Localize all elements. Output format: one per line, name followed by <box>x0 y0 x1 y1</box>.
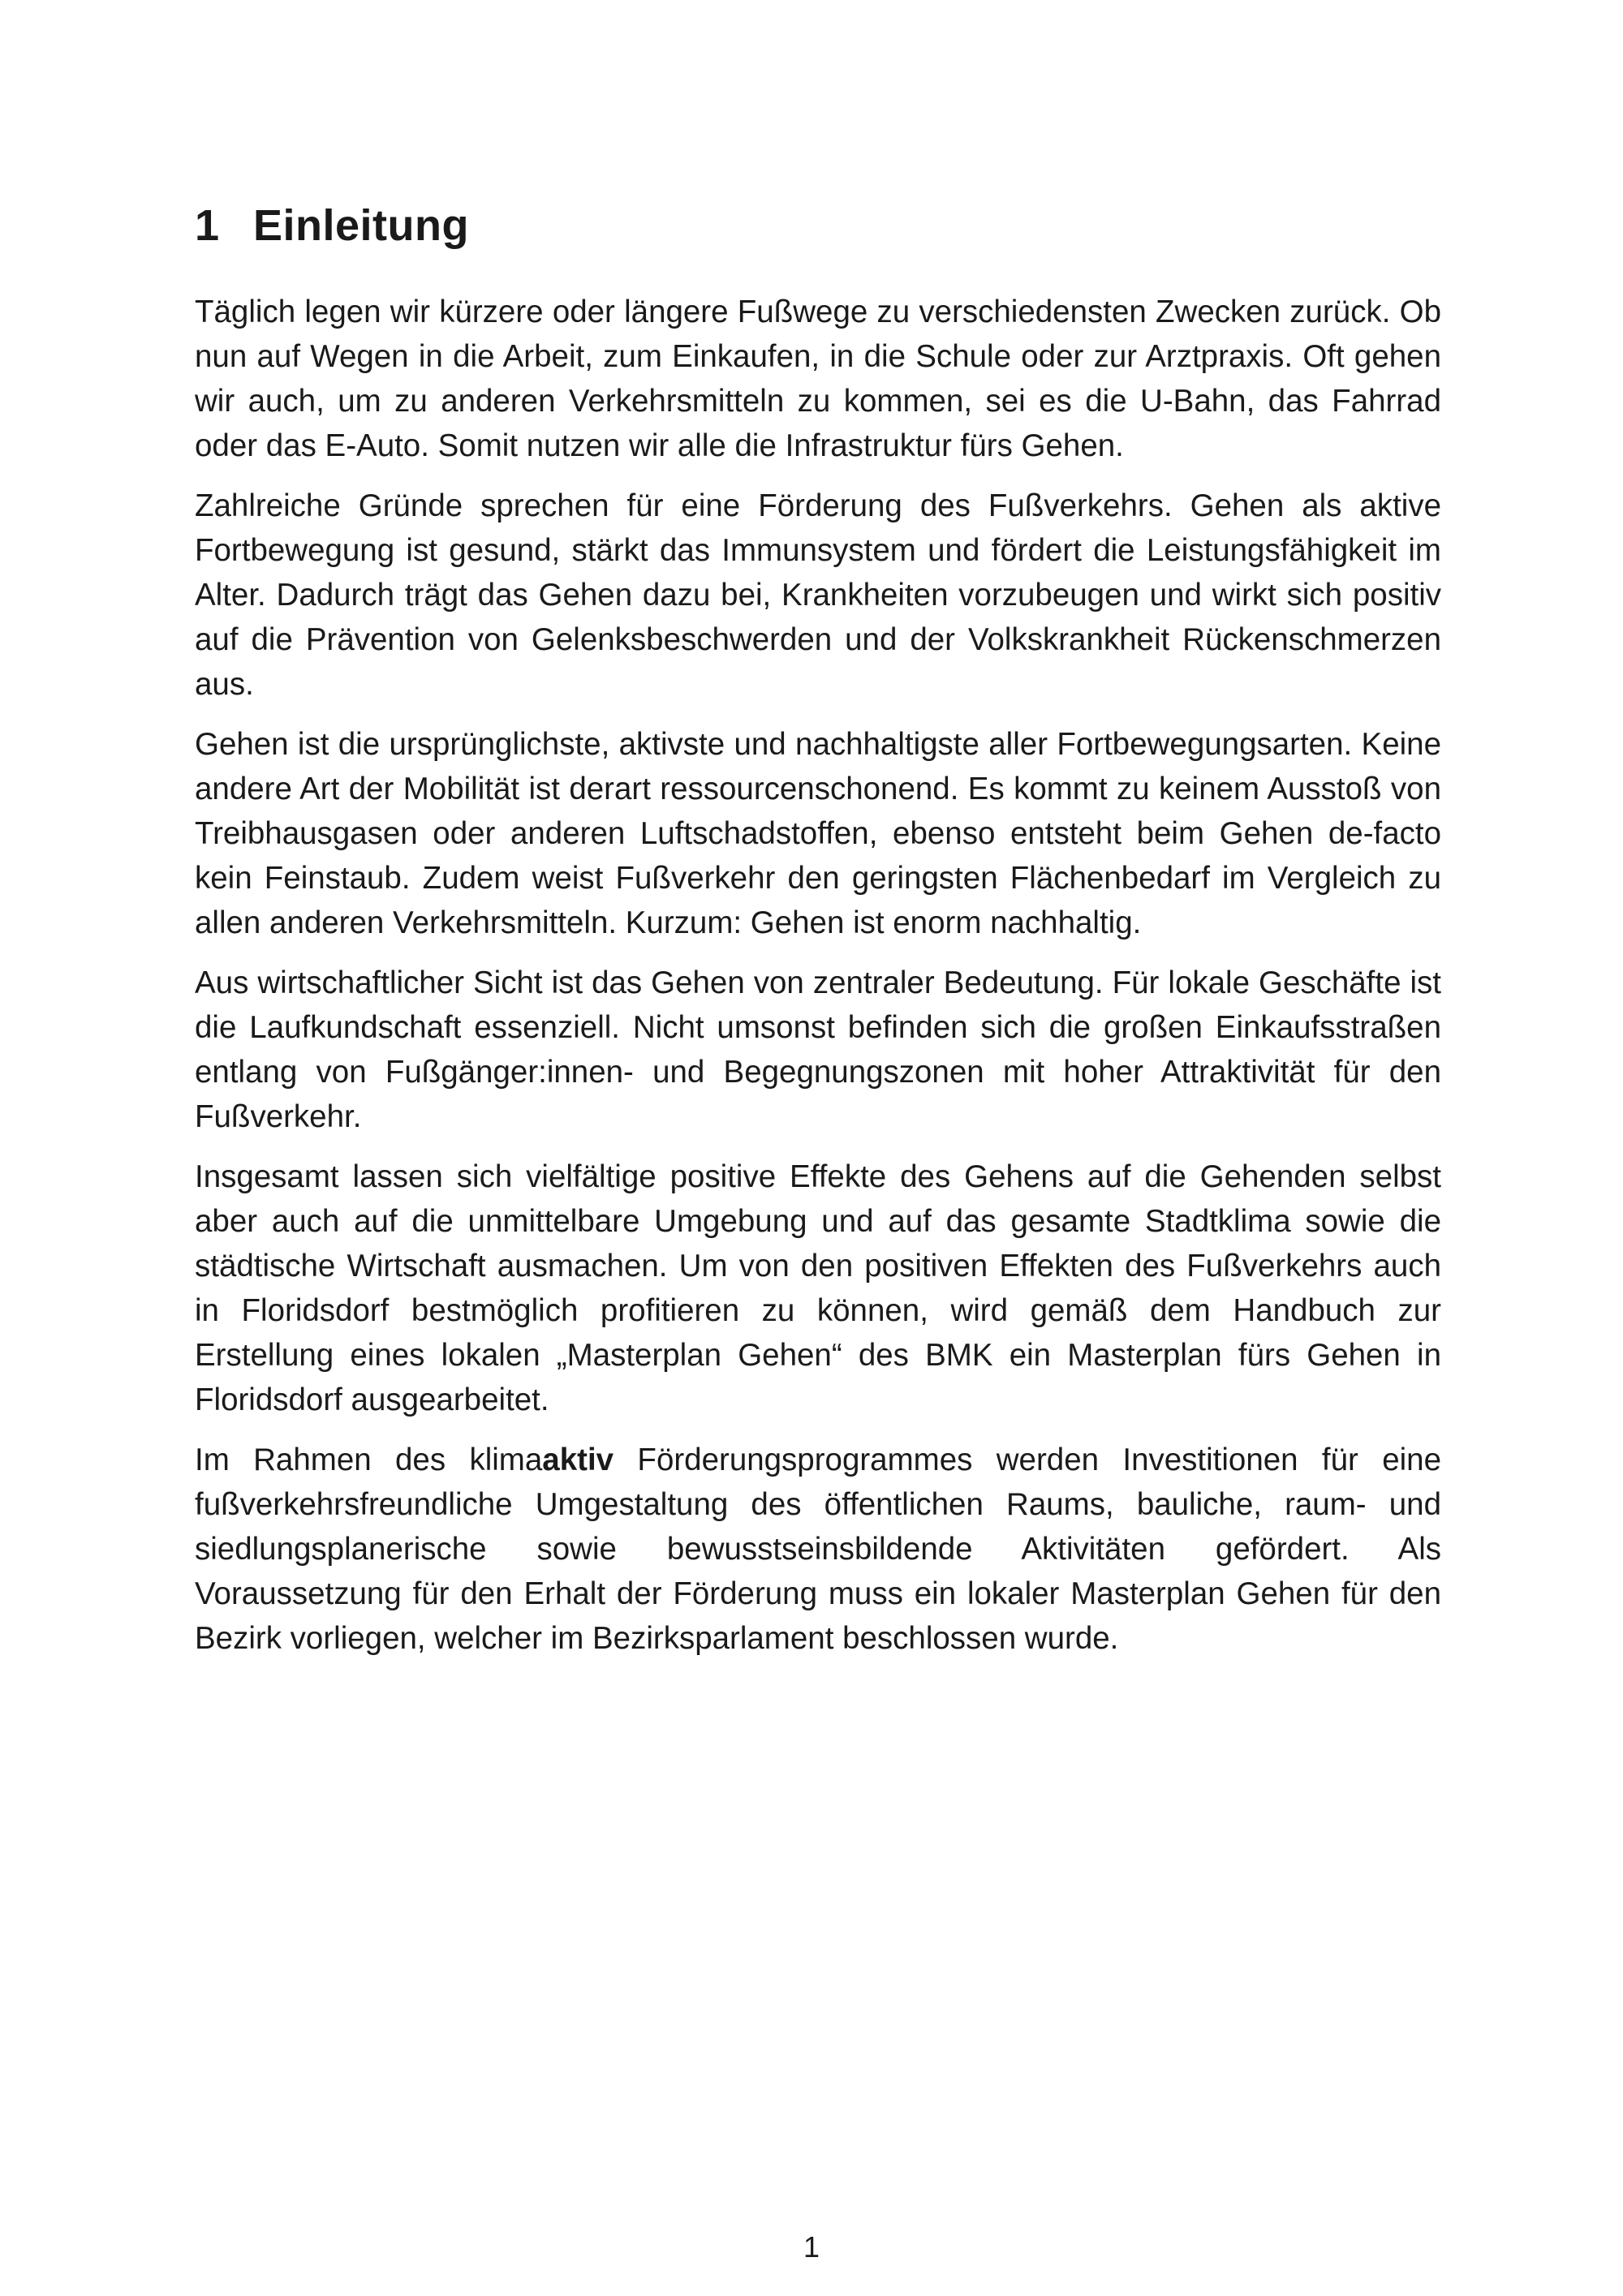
paragraph: Aus wirtschaftlicher Sicht ist das Gehen von zentraler Bedeutung. Für lokale Geschäfte ist die Laufkundschaft essenziell. Nicht umsonst befinden sich die großen Einkaufsstraßen entlang von Fußgänger:innen- und Begegnungszonen mit hoher Attraktivität für den Fußverkehr. <box>195 965 1441 1134</box>
paragraph-funding <box>195 1438 1441 1661</box>
paragraph-text-after: Förderungsprogrammes werden Investitionen für eine fußverkehrsfreundliche Umgestaltung des öffentlichen Raums, bauliche, raum- und siedlungsplanerische sowie bewusstseinsbildende Aktivitäten gefördert. Als Voraussetzung für den Erhalt der Förderung muss ein lokaler Masterplan Gehen für den Bezirk vorliegen, welcher im Bezirksparlament beschlossen wurde. <box>195 1443 1441 1656</box>
section-number: 1 <box>195 201 220 250</box>
paragraph: Täglich legen wir kürzere oder längere Fußwege zu verschiedensten Zwecken zurück. Ob nun auf Wegen in die Arbeit, zum Einkaufen, in die Schule oder zur Arztpraxis. Oft gehen wir auch, um zu anderen Verkehrsmitteln zu kommen, sei es die U-Bahn, das Fahrrad oder das E-Auto. Somit nutzen wir alle die Infrastruktur fürs Gehen. <box>195 295 1441 463</box>
section-heading <box>195 200 469 251</box>
paragraph: Insgesamt lassen sich vielfältige positive Effekte des Gehens auf die Gehenden selbst aber auch auf die unmittelbare Umgebung und auf das gesamte Stadtklima sowie die städtische Wirtschaft ausmachen. Um von den positiven Effekten des Fußverkehrs auch in Floridsdorf bestmöglich profitieren zu können, wird gemäß dem Handbuch zur Erstellung eines lokalen „Masterplan Gehen“ des BMK ein Masterplan fürs Gehen in Floridsdorf ausgearbeitet. <box>195 1159 1441 1417</box>
section-title: Einleitung <box>253 201 469 250</box>
paragraph-text-before: Im Rahmen des klima <box>195 1443 543 1477</box>
body-text <box>195 290 1441 1676</box>
paragraph: Zahlreiche Gründe sprechen für eine Förderung des Fußverkehrs. Gehen als aktive Fortbewegung ist gesund, stärkt das Immunsystem und fördert die Leistungsfähigkeit im Alter. Dadurch trägt das Gehen dazu bei, Krankheiten vorzubeugen und wirkt sich positiv auf die Prävention von Gelenksbeschwerden und der Volkskrankheit Rückenschmerzen aus. <box>195 488 1441 702</box>
page-number: 1 <box>803 2230 820 2264</box>
paragraph: Gehen ist die ursprünglichste, aktivste und nachhaltigste aller Fortbewegungsarten. Keine andere Art der Mobilität ist derart ressourcenschonend. Es kommt zu keinem Ausstoß von Treibhausgasen oder anderen Luftschadstoffen, ebenso entsteht beim Gehen de-facto kein Feinstaub. Zudem weist Fußverkehr den geringsten Flächenbedarf im Vergleich zu allen anderen Verkehrsmitteln. Kurzum: Gehen ist enorm nachhaltig. <box>195 727 1441 940</box>
emphasis-aktiv: aktiv <box>542 1443 614 1477</box>
